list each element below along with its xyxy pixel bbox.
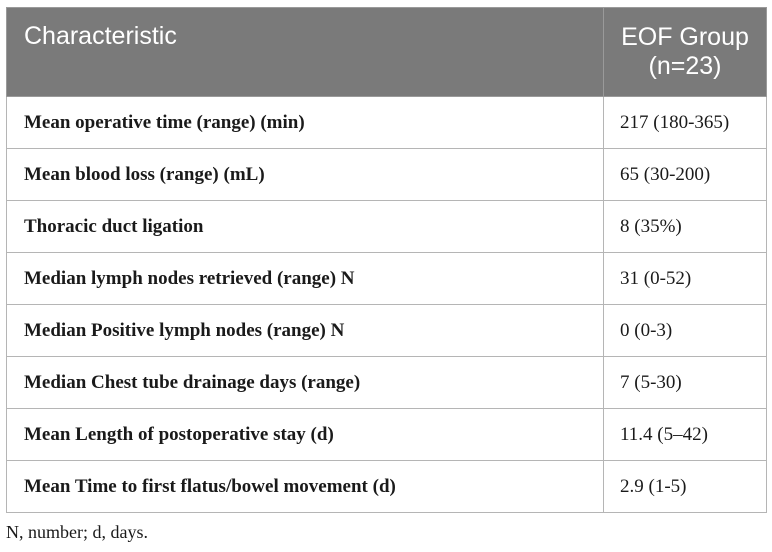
- table-footnote: N, number; d, days.: [6, 522, 148, 542]
- table-row: [7, 305, 767, 357]
- table-row: [7, 149, 767, 201]
- results-table: [6, 7, 767, 513]
- table-header: [7, 8, 767, 97]
- table-row: [7, 461, 767, 513]
- row-label: Thoracic duct ligation: [7, 201, 604, 253]
- row-value: 217 (180-365): [604, 97, 767, 149]
- row-value: 11.4 (5–42): [604, 409, 767, 461]
- header-eof-group-line2: (n=23): [648, 52, 722, 80]
- table-body: [7, 97, 767, 513]
- results-table-container: [6, 7, 766, 513]
- row-label: Median Positive lymph nodes (range) N: [7, 305, 604, 357]
- table-row: [7, 357, 767, 409]
- header-row: [7, 8, 767, 97]
- table-row: [7, 201, 767, 253]
- row-label: Mean Time to first flatus/bowel movement (d): [7, 461, 604, 513]
- row-value: 0 (0-3): [604, 305, 767, 357]
- row-value: 2.9 (1-5): [604, 461, 767, 513]
- row-label: Mean operative time (range) (min): [7, 97, 604, 149]
- table-row: [7, 253, 767, 305]
- header-eof-group: [604, 8, 767, 97]
- row-value: 31 (0-52): [604, 253, 767, 305]
- row-label: Mean blood loss (range) (mL): [7, 149, 604, 201]
- row-value: 65 (30-200): [604, 149, 767, 201]
- header-characteristic: Characteristic: [7, 8, 604, 97]
- table-row: [7, 409, 767, 461]
- row-label: Mean Length of postoperative stay (d): [7, 409, 604, 461]
- table-row: [7, 97, 767, 149]
- header-eof-group-line1: EOF Group: [621, 23, 749, 51]
- row-label: Median Chest tube drainage days (range): [7, 357, 604, 409]
- row-value: 8 (35%): [604, 201, 767, 253]
- row-label: Median lymph nodes retrieved (range) N: [7, 253, 604, 305]
- row-value: 7 (5-30): [604, 357, 767, 409]
